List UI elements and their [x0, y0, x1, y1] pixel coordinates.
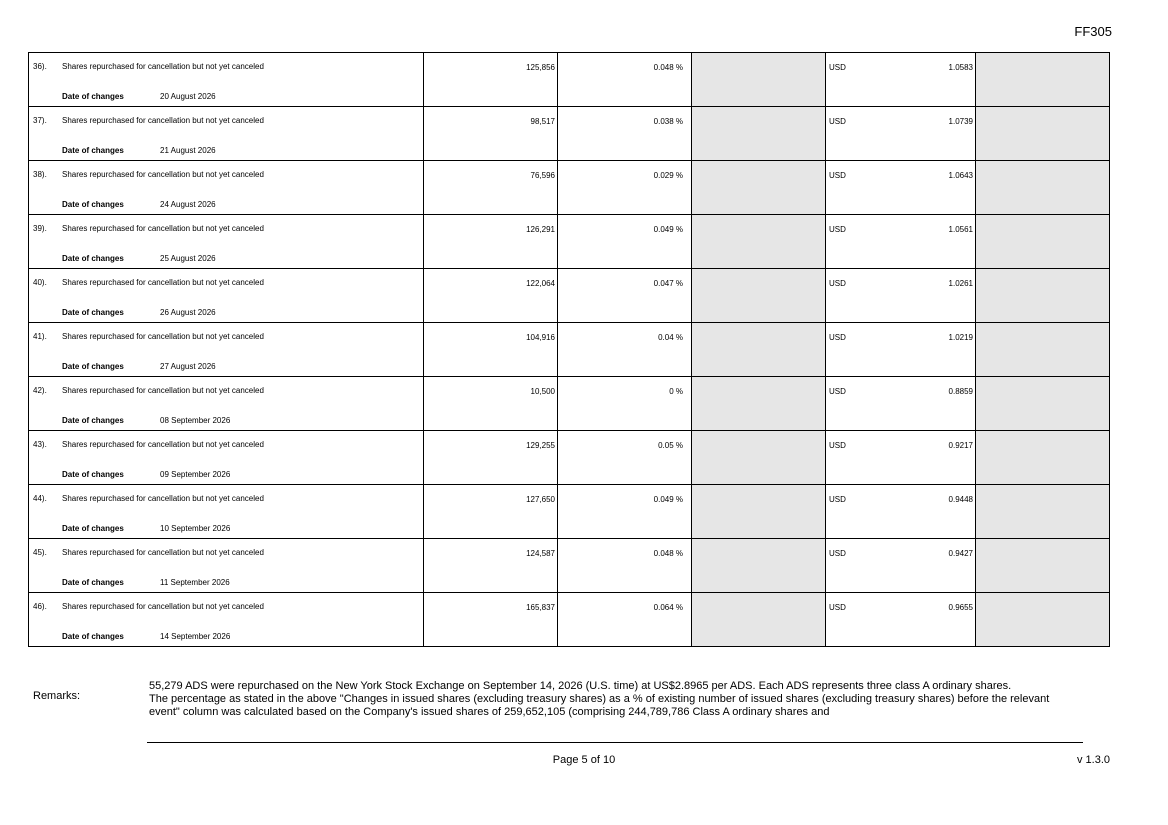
percentage-value: 0.048 % — [653, 63, 683, 72]
date-of-changes-value: 24 August 2026 — [160, 200, 216, 209]
shaded-cell — [691, 593, 825, 646]
version-label: v 1.3.0 — [1076, 754, 1110, 766]
row-number: 44). — [33, 494, 47, 503]
date-of-changes-value: 11 September 2026 — [160, 578, 230, 587]
row-description: Shares repurchased for cancellation but not yet canceled — [62, 170, 264, 179]
shaded-cell — [975, 593, 1109, 646]
shares-cell — [423, 323, 557, 376]
date-of-changes-label: Date of changes — [62, 146, 124, 155]
shares-value: 125,856 — [526, 63, 555, 72]
price-value: 1.0643 — [948, 171, 973, 180]
remarks-text — [149, 680, 1069, 719]
price-value: 1.0261 — [948, 279, 973, 288]
percentage-cell — [557, 539, 691, 592]
percentage-cell — [557, 53, 691, 106]
shares-cell — [423, 485, 557, 538]
percentage-value: 0 % — [669, 387, 683, 396]
shares-value: 10,500 — [530, 387, 555, 396]
table-row — [29, 107, 1109, 161]
row-description: Shares repurchased for cancellation but not yet canceled — [62, 386, 264, 395]
shaded-cell — [691, 431, 825, 484]
percentage-cell — [557, 107, 691, 160]
price-value: 0.9217 — [948, 441, 973, 450]
table-row — [29, 215, 1109, 269]
price-cell — [825, 161, 975, 214]
description-cell — [29, 431, 423, 484]
percentage-value: 0.049 % — [653, 225, 683, 234]
table-row — [29, 485, 1109, 539]
percentage-value: 0.049 % — [653, 495, 683, 504]
shaded-cell — [691, 539, 825, 592]
shares-value: 124,587 — [526, 549, 555, 558]
price-value: 1.0561 — [948, 225, 973, 234]
shaded-cell — [691, 377, 825, 430]
table-row — [29, 323, 1109, 377]
percentage-cell — [557, 161, 691, 214]
percentage-cell — [557, 269, 691, 322]
row-description: Shares repurchased for cancellation but not yet canceled — [62, 332, 264, 341]
table-row — [29, 161, 1109, 215]
shares-value: 76,596 — [530, 171, 555, 180]
price-value: 0.8859 — [948, 387, 973, 396]
date-of-changes-label: Date of changes — [62, 578, 124, 587]
table-row — [29, 593, 1109, 647]
row-number: 42). — [33, 386, 47, 395]
date-of-changes-value: 20 August 2026 — [160, 92, 216, 101]
percentage-value: 0.047 % — [653, 279, 683, 288]
shares-value: 122,064 — [526, 279, 555, 288]
price-cell — [825, 431, 975, 484]
remarks-paragraph-2: The percentage as stated in the above "Changes in issued shares (excluding treasury shares) as a % of existing number of issued shares (excluding treasury shares) before the relevant event" column was calculated based on the Company's issued shares of 259,652,105 (comprising 244,789,786 Class A ordinary shares and — [149, 693, 1050, 718]
price-value: 0.9427 — [948, 549, 973, 558]
shaded-cell — [691, 269, 825, 322]
remarks-paragraph-1: 55,279 ADS were repurchased on the New York Stock Exchange on September 14, 2026 (U.S. time) at US$2.8965 per ADS. Each ADS represents three class A ordinary shares. — [149, 680, 1012, 692]
currency-value: USD — [829, 171, 846, 180]
description-cell — [29, 593, 423, 646]
price-value: 1.0219 — [948, 333, 973, 342]
date-of-changes-value: 27 August 2026 — [160, 362, 216, 371]
shares-cell — [423, 161, 557, 214]
shares-cell — [423, 215, 557, 268]
shaded-cell — [975, 485, 1109, 538]
currency-value: USD — [829, 225, 846, 234]
table-row — [29, 269, 1109, 323]
date-of-changes-label: Date of changes — [62, 362, 124, 371]
description-cell — [29, 161, 423, 214]
form-code: FF305 — [1074, 24, 1112, 39]
shares-cell — [423, 593, 557, 646]
row-number: 38). — [33, 170, 47, 179]
shaded-cell — [691, 215, 825, 268]
row-number: 39). — [33, 224, 47, 233]
page-number: Page 5 of 10 — [552, 754, 616, 766]
shares-value: 126,291 — [526, 225, 555, 234]
row-description: Shares repurchased for cancellation but not yet canceled — [62, 116, 264, 125]
description-cell — [29, 485, 423, 538]
price-value: 1.0739 — [948, 117, 973, 126]
shaded-cell — [975, 53, 1109, 106]
shaded-cell — [691, 107, 825, 160]
shares-value: 98,517 — [530, 117, 555, 126]
price-cell — [825, 593, 975, 646]
date-of-changes-label: Date of changes — [62, 254, 124, 263]
shares-cell — [423, 431, 557, 484]
shares-cell — [423, 107, 557, 160]
shaded-cell — [975, 431, 1109, 484]
date-of-changes-label: Date of changes — [62, 416, 124, 425]
table-row — [29, 377, 1109, 431]
percentage-value: 0.064 % — [653, 603, 683, 612]
percentage-value: 0.04 % — [658, 333, 683, 342]
price-cell — [825, 215, 975, 268]
row-description: Shares repurchased for cancellation but not yet canceled — [62, 278, 264, 287]
currency-value: USD — [829, 117, 846, 126]
remarks-divider — [147, 742, 1083, 743]
date-of-changes-value: 25 August 2026 — [160, 254, 216, 263]
shaded-cell — [975, 323, 1109, 376]
currency-value: USD — [829, 603, 846, 612]
percentage-value: 0.038 % — [653, 117, 683, 126]
percentage-cell — [557, 593, 691, 646]
currency-value: USD — [829, 333, 846, 342]
percentage-cell — [557, 323, 691, 376]
currency-value: USD — [829, 549, 846, 558]
description-cell — [29, 53, 423, 106]
table-row — [29, 539, 1109, 593]
date-of-changes-value: 26 August 2026 — [160, 308, 216, 317]
percentage-cell — [557, 377, 691, 430]
description-cell — [29, 107, 423, 160]
price-value: 0.9448 — [948, 495, 973, 504]
description-cell — [29, 539, 423, 592]
shaded-cell — [975, 377, 1109, 430]
remarks-label: Remarks: — [33, 690, 81, 702]
shares-cell — [423, 377, 557, 430]
shares-cell — [423, 269, 557, 322]
price-cell — [825, 377, 975, 430]
date-of-changes-value: 09 September 2026 — [160, 470, 231, 479]
row-number: 40). — [33, 278, 47, 287]
date-of-changes-label: Date of changes — [62, 632, 124, 641]
shaded-cell — [975, 161, 1109, 214]
table-row — [29, 431, 1109, 485]
shaded-cell — [975, 269, 1109, 322]
row-description: Shares repurchased for cancellation but not yet canceled — [62, 602, 264, 611]
price-cell — [825, 323, 975, 376]
description-cell — [29, 269, 423, 322]
date-of-changes-value: 14 September 2026 — [160, 632, 231, 641]
row-description: Shares repurchased for cancellation but not yet canceled — [62, 62, 264, 71]
shaded-cell — [691, 485, 825, 538]
row-number: 45). — [33, 548, 47, 557]
percentage-value: 0.029 % — [653, 171, 683, 180]
row-number: 41). — [33, 332, 47, 341]
date-of-changes-value: 10 September 2026 — [160, 524, 231, 533]
row-description: Shares repurchased for cancellation but not yet canceled — [62, 440, 264, 449]
price-cell — [825, 269, 975, 322]
shaded-cell — [691, 161, 825, 214]
description-cell — [29, 377, 423, 430]
date-of-changes-value: 08 September 2026 — [160, 416, 231, 425]
shares-cell — [423, 539, 557, 592]
row-number: 46). — [33, 602, 47, 611]
shaded-cell — [691, 323, 825, 376]
price-cell — [825, 107, 975, 160]
row-description: Shares repurchased for cancellation but not yet canceled — [62, 224, 264, 233]
row-number: 43). — [33, 440, 47, 449]
row-number: 37). — [33, 116, 47, 125]
percentage-cell — [557, 215, 691, 268]
price-cell — [825, 539, 975, 592]
percentage-cell — [557, 485, 691, 538]
currency-value: USD — [829, 387, 846, 396]
currency-value: USD — [829, 279, 846, 288]
date-of-changes-label: Date of changes — [62, 92, 124, 101]
percentage-cell — [557, 431, 691, 484]
shares-value: 104,916 — [526, 333, 555, 342]
date-of-changes-label: Date of changes — [62, 308, 124, 317]
shaded-cell — [691, 53, 825, 106]
date-of-changes-label: Date of changes — [62, 200, 124, 209]
shares-cell — [423, 53, 557, 106]
currency-value: USD — [829, 63, 846, 72]
date-of-changes-label: Date of changes — [62, 524, 124, 533]
description-cell — [29, 215, 423, 268]
currency-value: USD — [829, 441, 846, 450]
shares-value: 127,650 — [526, 495, 555, 504]
row-description: Shares repurchased for cancellation but not yet canceled — [62, 494, 264, 503]
description-cell — [29, 323, 423, 376]
percentage-value: 0.05 % — [658, 441, 683, 450]
row-number: 36). — [33, 62, 47, 71]
shaded-cell — [975, 539, 1109, 592]
percentage-value: 0.048 % — [653, 549, 683, 558]
table-row — [29, 53, 1109, 107]
shares-value: 165,837 — [526, 603, 555, 612]
shaded-cell — [975, 215, 1109, 268]
date-of-changes-value: 21 August 2026 — [160, 146, 216, 155]
row-description: Shares repurchased for cancellation but not yet canceled — [62, 548, 264, 557]
currency-value: USD — [829, 495, 846, 504]
price-value: 0.9655 — [948, 603, 973, 612]
shares-value: 129,255 — [526, 441, 555, 450]
shaded-cell — [975, 107, 1109, 160]
price-value: 1.0583 — [948, 63, 973, 72]
share-changes-table — [28, 52, 1110, 647]
price-cell — [825, 53, 975, 106]
price-cell — [825, 485, 975, 538]
date-of-changes-label: Date of changes — [62, 470, 124, 479]
